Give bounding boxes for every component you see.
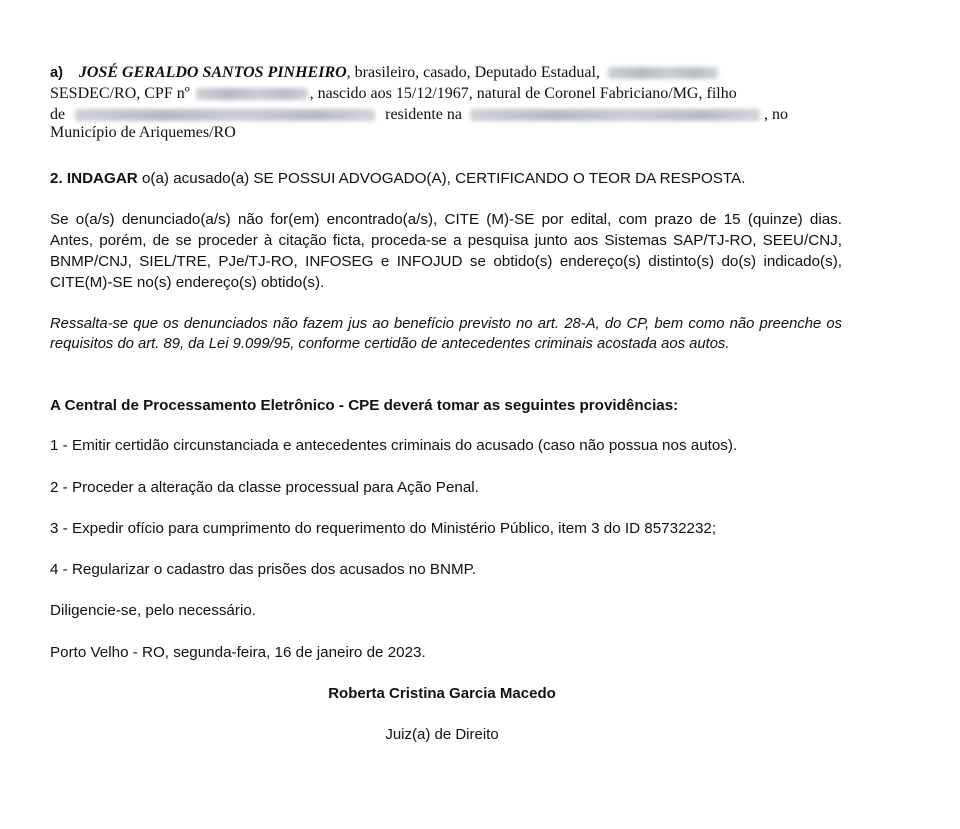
redacted-address (470, 109, 760, 121)
item-2-label: 2. INDAGAR (50, 170, 138, 187)
signer-name: Roberta Cristina Garcia Macedo (328, 685, 556, 702)
party-municipality: Município de Ariquemes/RO (50, 124, 236, 141)
party-line-2 (50, 85, 737, 103)
place-date: Porto Velho - RO, segunda-feira, 16 de janeiro de 2023. (50, 644, 426, 661)
party-description: , brasileiro, casado, Deputado Estadual, (346, 64, 600, 81)
redacted-cpf (196, 88, 308, 100)
cpe-heading: A Central de Processamento Eletrônico - CPE deverá tomar as seguintes providências: (50, 397, 679, 414)
party-line-4 (50, 124, 236, 142)
party-residence-label: residente na (385, 106, 462, 123)
party-cpf-label: SESDEC/RO, CPF nº (50, 85, 190, 102)
step-3: 3 - Expedir ofício para cumprimento do requerimento do Ministério Público, item 3 do ID 85732232; (50, 520, 717, 537)
item-2 (50, 170, 745, 187)
signer-title: Juiz(a) de Direito (385, 726, 499, 743)
redacted-parents (75, 109, 375, 121)
party-name: JOSÉ GERALDO SANTOS PINHEIRO (78, 64, 347, 81)
party-parents-label: de (50, 106, 66, 123)
step-4: 4 - Regularizar o cadastro das prisões dos acusados no BNMP. (50, 561, 477, 578)
party-residence-end: , no (763, 106, 788, 123)
party-label: a) (50, 65, 63, 81)
step-1: 1 - Emitir certidão circunstanciada e antecedentes criminais do acusado (caso não possua nos autos). (50, 437, 738, 454)
redacted-field (608, 67, 718, 79)
italic-paragraph: Ressalta-se que os denunciados não fazem jus ao benefício previsto no art. 28-A, do CP, bem como não preenche os requisitos do art. 89, da Lei 9.099/95, conforme certidão de antecedentes criminais acostada aos autos. (50, 316, 842, 352)
party-birth-text: , nascido aos 15/12/1967, natural de Coronel Fabriciano/MG, filho (309, 85, 737, 102)
step-2: 2 - Proceder a alteração da classe processual para Ação Penal. (50, 479, 479, 496)
party-line-3 (50, 106, 788, 124)
item-2-text: o(a) acusado(a) SE POSSUI ADVOGADO(A), CERTIFICANDO O TEOR DA RESPOSTA. (137, 170, 746, 187)
closing-text: Diligencie-se, pelo necessário. (50, 602, 256, 619)
party-line-1 (50, 64, 718, 82)
citation-paragraph: Se o(a/s) denunciado(a/s) não for(em) encontrado(a/s), CITE (M)-SE por edital, com prazo de 15 (quinze) dias. Antes, porém, de se proceder à citação ficta, proceda-se a pesquisa junto aos Sistemas SAP/TJ-RO, SEEU/CNJ, BNMP/CNJ, SIEL/TRE, PJe/TJ-RO, INFOSEG e INFOJUD se obtido(s) endereço(s) distinto(s) do(s) indicado(s), CITE(M)-SE no(s) endereço(s) obtido(s). (50, 211, 842, 291)
